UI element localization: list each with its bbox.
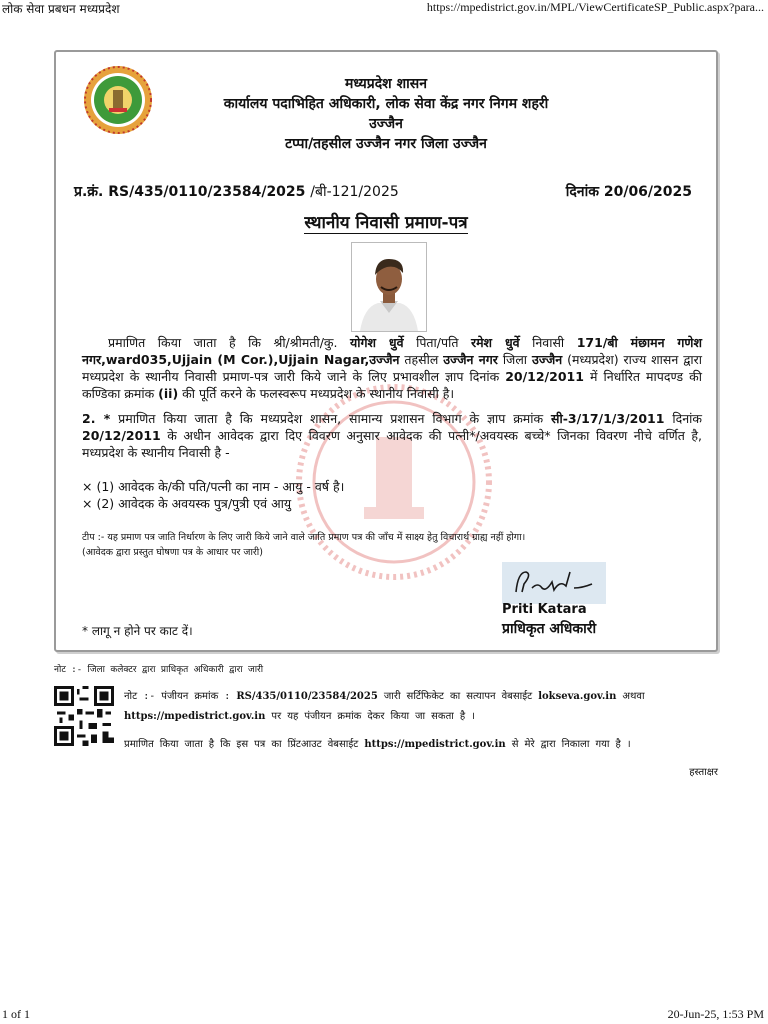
ref-suffix: /बी-121/2025 <box>310 184 399 200</box>
certificate-paragraph-1: प्रमाणित किया जाता है कि श्री/श्रीमती/कु. योगेश धुर्वे पिता/पति रमेश धुर्वे निवासी 171/बी मंछामन गणेश नगर,ward035,Ujjain (M Cor.),Ujjain Nagar,उज्जैन तहसील उज्जैन नगर जिला उज्जैन (मध्यप्रदेश) राज्य शासन द्वारा मध्यप्रदेश के स्थानीय निवासी प्रमाण-पत्र जारी किये जाने के लिए प्रभावशील ज्ञाप दिनांक 20/12/2011 में निर्धारित मापदण्ड की कण्डिका क्रमांक (ii) की पूर्ति करने के फलस्वरूप मध्यप्रदेश के स्थानीय निवासी है। <box>82 335 703 401</box>
signature-label: हस्ताक्षर <box>689 767 718 778</box>
footer-note-1: नोट :- जिला कलेक्टर द्वारा प्राधिकृत अधिकारी द्वारा जारी <box>54 665 264 675</box>
mpedistrict-link-2[interactable]: https://mpedistrict.gov.in <box>364 739 506 750</box>
city-heading: उज्जैन <box>369 116 403 132</box>
signature-image <box>502 562 606 604</box>
date-label: दिनांक <box>565 184 599 200</box>
certificate-title: स्थानीय निवासी प्रमाण-पत्र <box>304 213 468 233</box>
footer-note-2: नोट :- पंजीयन क्रमांक : RS/435/0110/23584/2025 जारी सर्टिफिकेट का सत्यापन वेबसाईट lokseva.gov.in अथवा <box>124 691 645 702</box>
browser-page-title: लोक सेवा प्रबधन मध्यप्रदेश <box>2 2 120 16</box>
qr-code-icon <box>53 686 115 746</box>
tehsil-heading: टप्पा/तहसील उज्जैन नगर जिला उज्जैन <box>285 136 487 152</box>
browser-url: https://mpedistrict.gov.in/MPL/ViewCertificateSP_Public.aspx?para... <box>426 0 764 14</box>
certificate-paragraph-2: 2. * प्रमाणित किया जाता है कि मध्यप्रदेश शासन, सामान्य प्रशासन विभाग के ज्ञाप क्रमांक सी-3/17/1/3/2011 दिनांक 20/12/2011 के अधीन आवेदक द्वारा दिए विवरण अनुसार आवेदक की पत्नी*/अवयस्क बच्चे* जिनका विवरण नीचे वर्णित है, मध्यप्रदेश के स्थानीय निवासी है - <box>82 411 702 460</box>
signer-name: Priti Katara <box>502 602 587 617</box>
signer-title: प्राधिकृत अधिकारी <box>502 621 597 637</box>
father-name: रमेश धुर्वे <box>470 335 520 350</box>
applicant-address: 171/बी मंछामन गणेश नगर,ward035,Ujjain (M Cor.),Ujjain Nagar,उज्जैन <box>82 335 702 367</box>
mpedistrict-link[interactable]: https://mpedistrict.gov.in <box>124 711 266 722</box>
memo-number: सी-3/17/1/3/2011 <box>551 411 665 426</box>
reference-row <box>74 182 692 201</box>
lokseva-link[interactable]: lokseva.gov.in <box>538 691 617 702</box>
footer-note-2-cont: https://mpedistrict.gov.in पर यह पंजीयन क्रमांक देकर किया जा सकता है । <box>124 711 476 722</box>
note-declaration: (आवेदक द्वारा प्रस्तुत घोषणा पत्र के आधार पर जारी) <box>82 547 263 558</box>
office-heading: कार्यालय पदाभिहित अधिकारी, लोक सेवा केंद्र नगर निगम शहरी <box>223 96 549 112</box>
signature-icon <box>502 562 606 604</box>
applicant-photo <box>351 242 427 332</box>
strike-note: * लागू न होने पर काट दें। <box>82 624 193 638</box>
print-datetime: 20-Jun-25, 1:53 PM <box>667 1007 764 1021</box>
list-item-spouse: × (1) आवेदक के/की पति/पत्नी का नाम - आयु - वर्ष है। <box>82 479 345 494</box>
applicant-name: योगेश धुर्वे <box>350 335 404 350</box>
ref-number: RS/435/0110/23584/2025 <box>108 184 306 200</box>
certificate-frame <box>54 50 718 652</box>
page-count: 1 of 1 <box>2 1007 30 1021</box>
footer-note-3: प्रमाणित किया जाता है कि इस पत्र का प्रिंटआउट वेबसाईट https://mpedistrict.gov.in से मेरे द्वारा निकाला गया है । <box>124 739 631 750</box>
note-caste: टीप :- यह प्रमाण पत्र जाति निर्धारण के लिए जारी किये जाने वाले जाति प्रमाण पत्र की जाँच में साक्ष्य हेतु विचारार्थ ग्राह्य नहीं होगा। <box>82 532 526 543</box>
issue-date: 20/06/2025 <box>603 184 692 200</box>
gov-heading: मध्यप्रदेश शासन <box>345 76 427 92</box>
registration-number: RS/435/0110/23584/2025 <box>236 691 378 702</box>
ref-prefix: प्र.क्रं. <box>74 184 104 200</box>
list-item-children: × (2) आवेदक के अवयस्क पुत्र/पुत्री एवं आयु <box>82 496 292 511</box>
